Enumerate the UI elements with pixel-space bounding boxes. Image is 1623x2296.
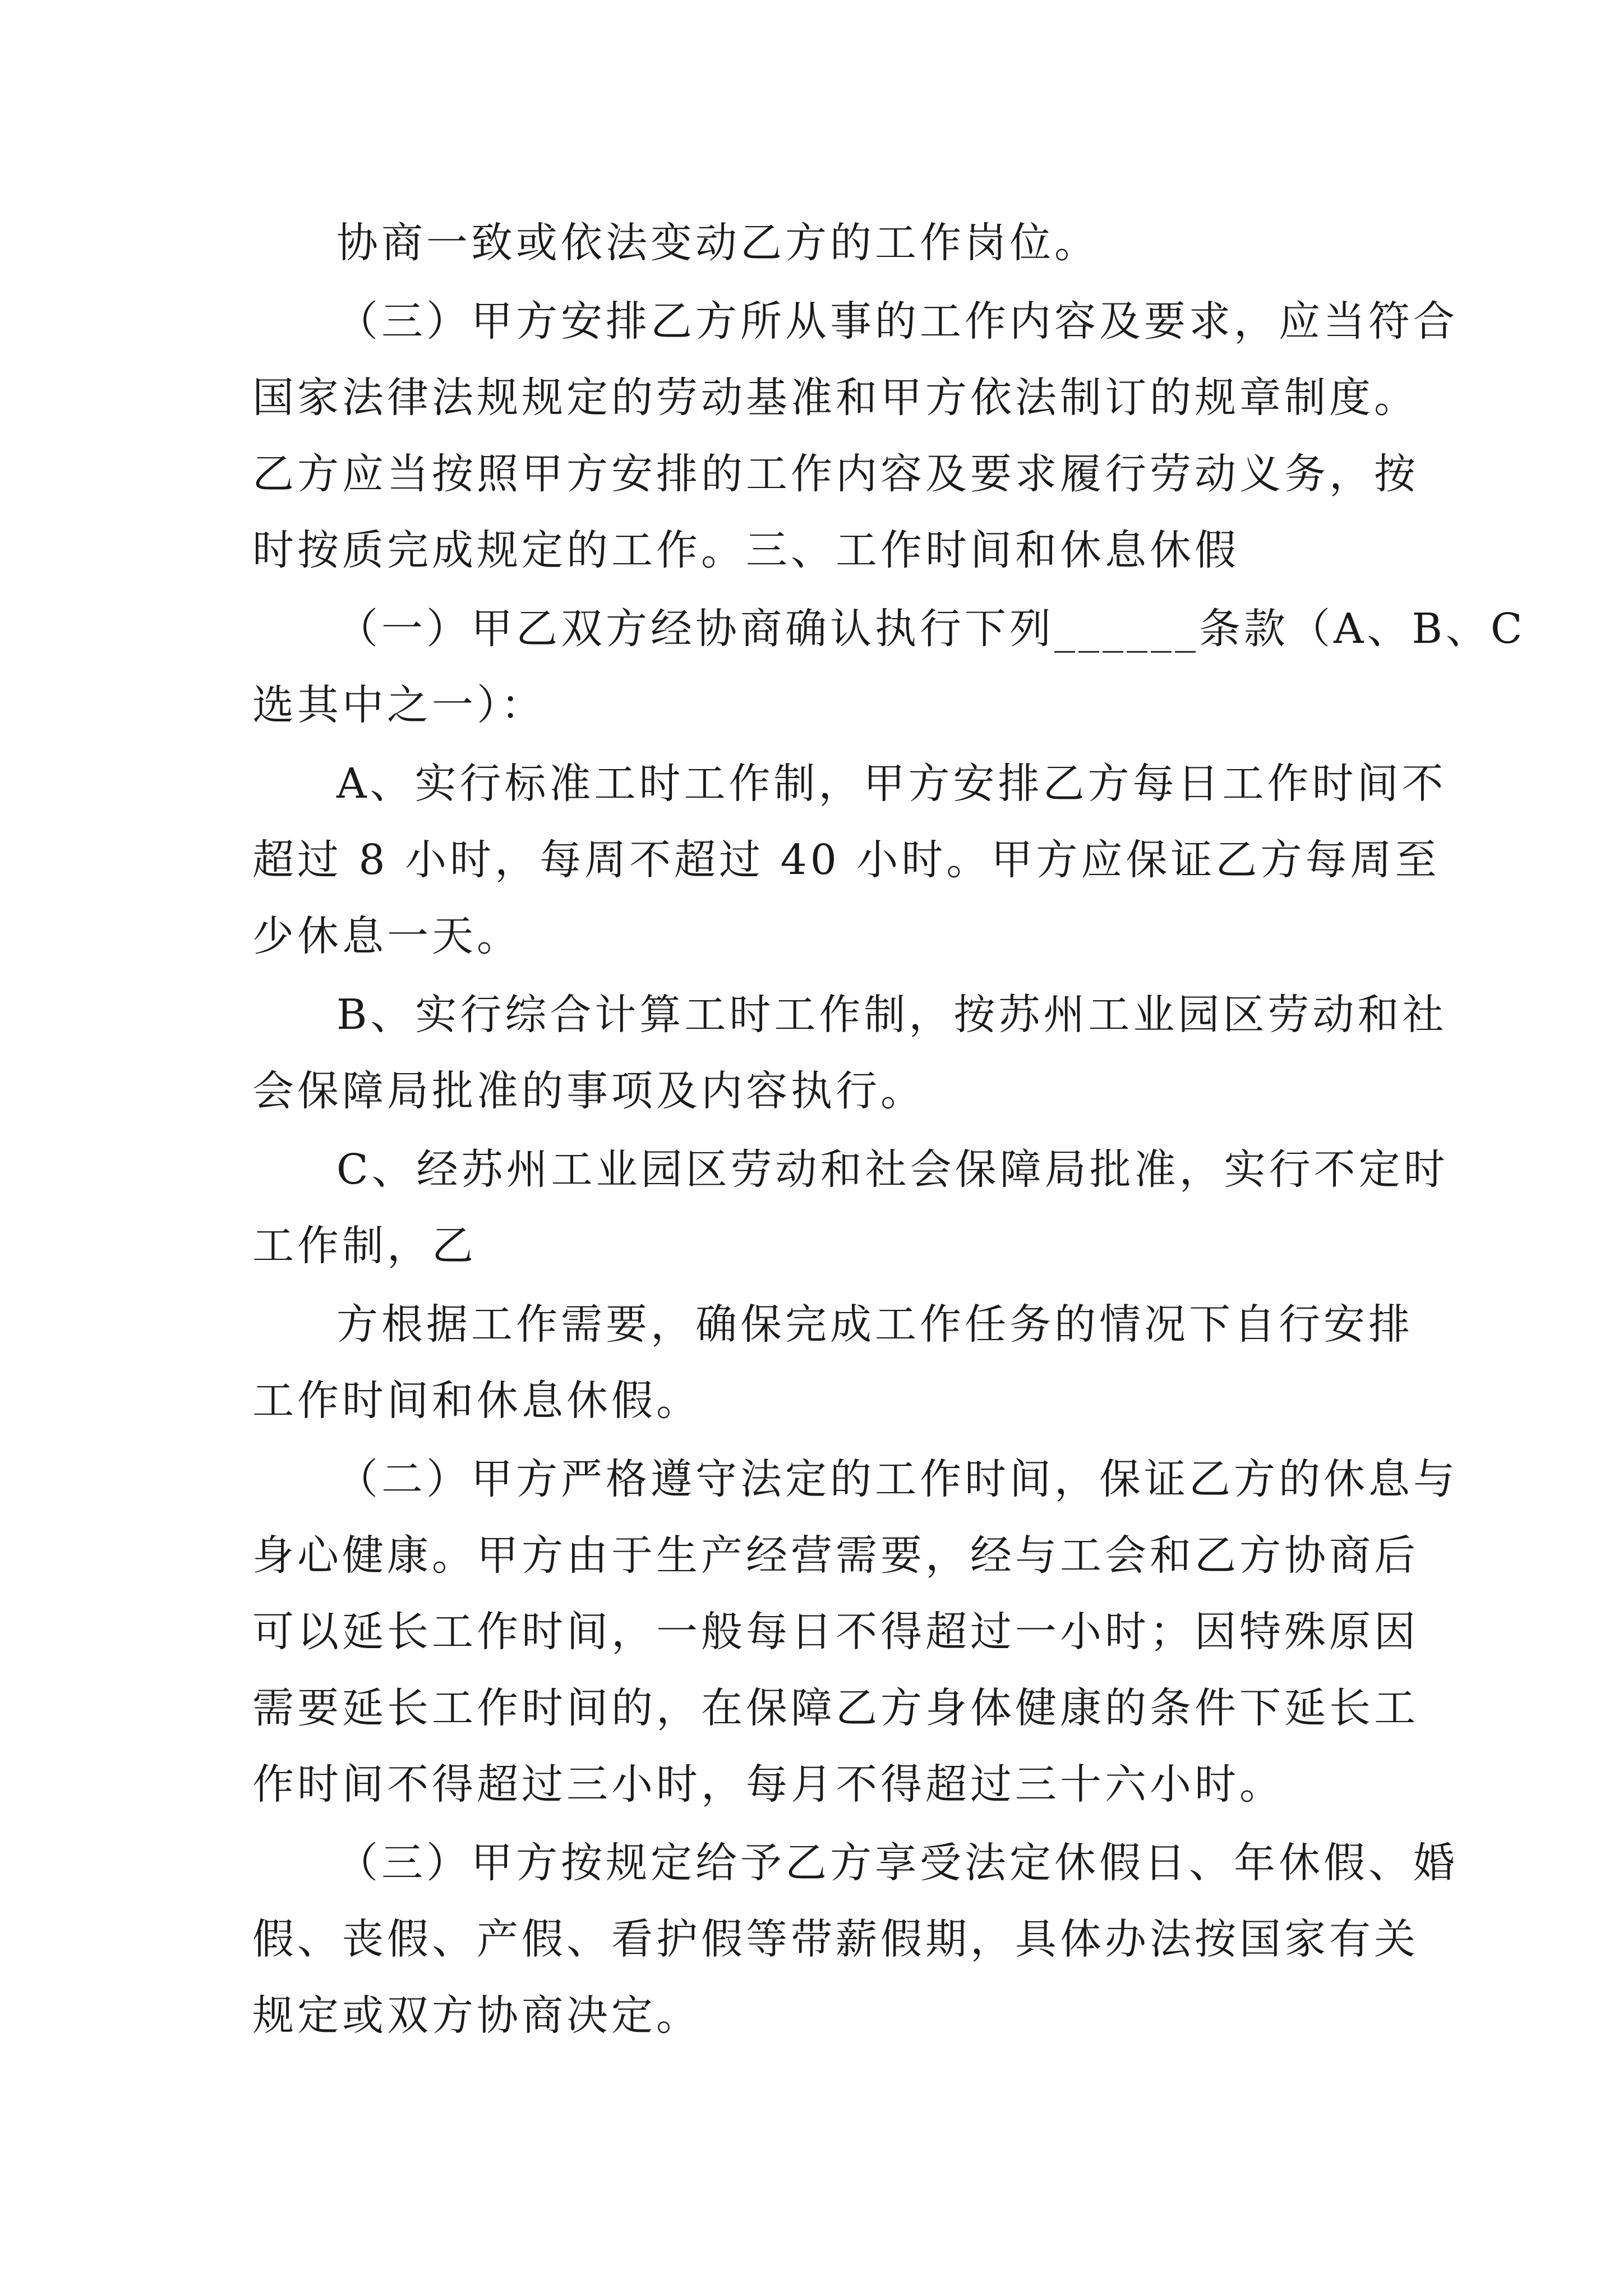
text-line: 时按质完成规定的工作。三、工作时间和休息休假	[252, 526, 1239, 574]
text-line: 乙方应当按照甲方安排的工作内容及要求履行劳动义务，按	[252, 450, 1419, 498]
text-line: 协商一致或依法变动乙方的工作岗位。	[336, 219, 1099, 267]
text-line: 方根据工作需要，确保完成工作任务的情况下自行安排	[336, 1300, 1413, 1349]
text-line: 超过 8 小时，每周不超过 40 小时。甲方应保证乙方每周至	[252, 836, 1440, 884]
text-line: （三）甲方安排乙方所从事的工作内容及要求，应当符合	[336, 297, 1458, 346]
text-line: 可以延长工作时间，一般每日不得超过一小时；因特殊原因	[252, 1608, 1419, 1656]
text-line: 工作制，乙	[252, 1222, 477, 1270]
text-line: 作时间不得超过三小时，每月不得超过三十六小时。	[252, 1760, 1284, 1809]
text-line: 少休息一天。	[252, 912, 522, 960]
text-line: 需要延长工作时间的，在保障乙方身体健康的条件下延长工	[252, 1684, 1419, 1732]
text-line: 身心健康。甲方由于生产经营需要，经与工会和乙方协商后	[252, 1531, 1419, 1580]
text-line: 选其中之一）：	[252, 681, 546, 729]
text-line: 假、丧假、产假、看护假等带薪假期，具体办法按国家有关	[252, 1915, 1419, 1963]
text-line: （一）甲乙双方经协商确认执行下列______条款（A、B、C	[336, 605, 1526, 653]
text-line: A、实行标准工时工作制，甲方安排乙方每日工作时间不	[336, 760, 1447, 808]
text-line: 工作时间和休息休假。	[252, 1377, 701, 1425]
text-line: 会保障局批准的事项及内容执行。	[252, 1067, 925, 1115]
text-line: 国家法律法规规定的劳动基准和甲方依法制订的规章制度。	[252, 374, 1419, 422]
text-line: （三）甲方按规定给予乙方享受法定休假日、年休假、婚	[336, 1839, 1458, 1887]
text-line: B、实行综合计算工时工作制，按苏州工业园区劳动和社	[336, 991, 1447, 1039]
text-line: C、经苏州工业园区劳动和社会保障局批准，实行不定时	[336, 1145, 1449, 1194]
text-line: （二）甲方严格遵守法定的工作时间，保证乙方的休息与	[336, 1455, 1458, 1503]
text-line: 规定或双方协商决定。	[252, 1991, 701, 2040]
